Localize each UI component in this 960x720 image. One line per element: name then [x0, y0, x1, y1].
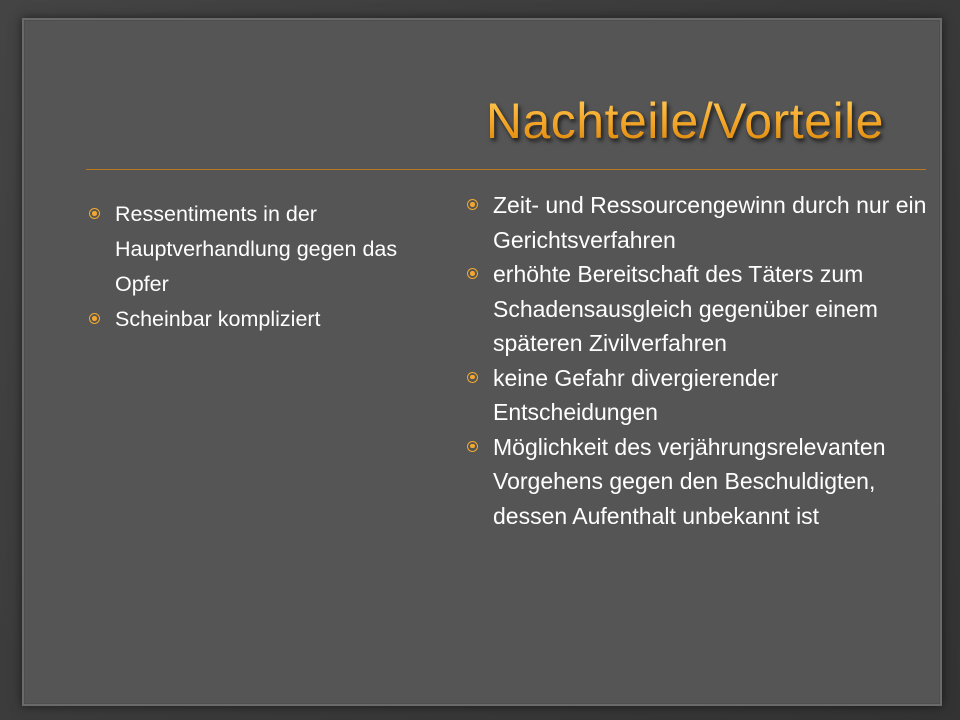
target-bullet-icon [467, 268, 478, 279]
list-item [467, 188, 947, 257]
title-divider [86, 169, 926, 170]
list-item-text: Möglichkeit des verjährungsrelevanten Vorgehens gegen den Beschuldigten, dessen Aufenthalt unbekannt ist [493, 433, 886, 529]
list-item [467, 257, 947, 361]
target-bullet-icon [467, 372, 478, 383]
target-bullet-icon [89, 208, 100, 219]
list-item [467, 430, 947, 534]
list-item-text: keine Gefahr divergierender Entscheidungen [493, 364, 779, 425]
slide [22, 18, 942, 706]
disadvantages-list [89, 197, 419, 337]
list-item-text: Ressentiments in der Hauptverhandlung gegen das Opfer [115, 202, 398, 296]
list-item [467, 361, 947, 430]
list-item-text: Zeit- und Ressourcengewinn durch nur ein Gerichtsverfahren [493, 192, 927, 253]
target-bullet-icon [89, 313, 100, 324]
list-item [89, 302, 419, 337]
list-item [89, 197, 419, 302]
slide-title: Nachteile/Vorteile [485, 93, 884, 149]
target-bullet-icon [467, 441, 478, 452]
list-item-text: erhöhte Bereitschaft des Täters zum Schadensausgleich gegenüber einem späteren Zivilverfahren [493, 261, 878, 356]
target-bullet-icon [467, 199, 478, 210]
list-item-text: Scheinbar kompliziert [115, 307, 321, 331]
advantages-list [467, 188, 947, 533]
